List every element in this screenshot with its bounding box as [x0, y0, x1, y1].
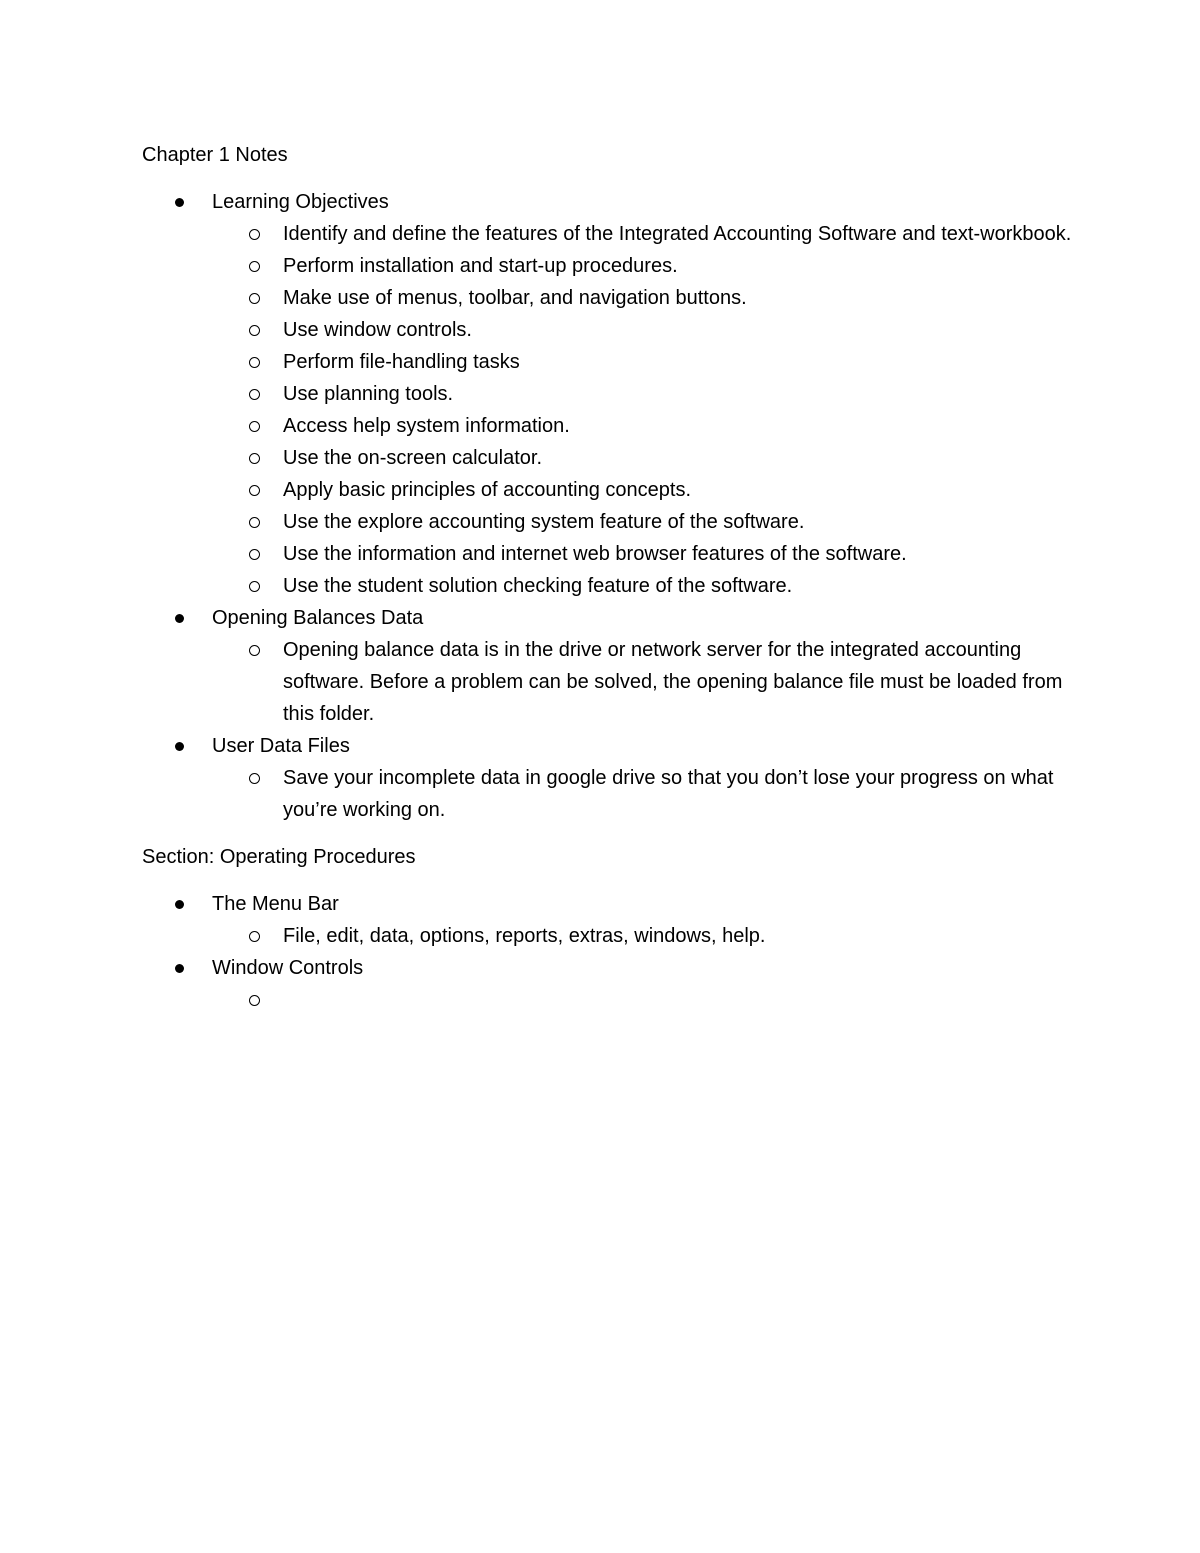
sub-bullet-text: Use planning tools. [283, 383, 454, 405]
sub-bullet-list [212, 920, 1072, 952]
sub-bullet-item [142, 538, 1072, 570]
bullet-dot-icon [175, 198, 184, 207]
bullet-item-label: Window Controls [212, 957, 364, 979]
sub-bullet-item [142, 250, 1072, 282]
sub-bullet-text: Use the explore accounting system feature of the software. [283, 511, 805, 533]
sub-bullet-item [142, 282, 1072, 314]
hollow-circle-bullet-icon [249, 325, 260, 336]
sub-bullet-text: Use the information and internet web browser features of the software. [283, 543, 907, 565]
hollow-circle-bullet-icon [249, 931, 260, 942]
section-heading: Section: Operating Procedures [142, 846, 416, 868]
sub-bullet-text: Save your incomplete data in google drive so that you don’t lose your progress on what you’re working on. [283, 767, 1054, 821]
bullet-item-label: The Menu Bar [212, 893, 339, 915]
hollow-circle-bullet-icon [249, 229, 260, 240]
hollow-circle-bullet-icon [249, 485, 260, 496]
sub-bullet-text: Make use of menus, toolbar, and navigation buttons. [283, 287, 747, 309]
bullet-dot-icon [175, 742, 184, 751]
hollow-circle-bullet-icon [249, 581, 260, 592]
hollow-circle-bullet-icon [249, 357, 260, 368]
sub-bullet-item-empty [142, 984, 1072, 1016]
hollow-circle-bullet-icon [249, 421, 260, 432]
bullet-item-opening-balances-data [142, 602, 1072, 730]
sub-bullet-text: Access help system information. [283, 415, 570, 437]
bullet-item-user-data-files [142, 730, 1072, 826]
hollow-circle-bullet-icon [249, 773, 260, 784]
sub-bullet-item [142, 570, 1072, 602]
sub-bullet-item [142, 474, 1072, 506]
hollow-circle-bullet-icon [249, 293, 260, 304]
sub-bullet-text: Identify and define the features of the Integrated Accounting Software and text-workbook. [283, 223, 1072, 245]
bullet-item-label: User Data Files [212, 735, 350, 757]
bullet-item-learning-objectives [142, 186, 1072, 602]
bullet-item-label: Opening Balances Data [212, 607, 424, 629]
sub-bullet-list [212, 762, 1072, 826]
hollow-circle-bullet-icon [249, 549, 260, 560]
hollow-circle-bullet-icon [249, 261, 260, 272]
sub-bullet-text: Perform file-handling tasks [283, 351, 520, 373]
sub-bullet-item [142, 920, 1072, 952]
hollow-circle-bullet-icon [249, 517, 260, 528]
bullet-dot-icon [175, 614, 184, 623]
sub-bullet-text: Perform installation and start-up procedures. [283, 255, 678, 277]
bullet-item-window-controls [142, 952, 1072, 1016]
bullet-dot-icon [175, 900, 184, 909]
sub-bullet-item [142, 218, 1072, 250]
sub-bullet-item [142, 634, 1072, 730]
sub-bullet-text: Use the on-screen calculator. [283, 447, 543, 469]
hollow-circle-bullet-icon [249, 995, 260, 1006]
hollow-circle-bullet-icon [249, 645, 260, 656]
sub-bullet-text: Use window controls. [283, 319, 472, 341]
sub-bullet-item [142, 506, 1072, 538]
section-bullet-list [142, 888, 1072, 1016]
sub-bullet-item [142, 378, 1072, 410]
sub-bullet-item [142, 442, 1072, 474]
hollow-circle-bullet-icon [249, 453, 260, 464]
sub-bullet-item [142, 762, 1072, 826]
hollow-circle-bullet-icon [249, 389, 260, 400]
document-body [142, 138, 1072, 1016]
sub-bullet-text: Apply basic principles of accounting concepts. [283, 479, 692, 501]
sub-bullet-list [212, 218, 1072, 602]
sub-bullet-text: Opening balance data is in the drive or network server for the integrated accounting software. Before a problem can be solved, the opening balance file must be loaded from this folder. [283, 639, 1063, 725]
sub-bullet-item [142, 346, 1072, 378]
chapter-bullet-list [142, 186, 1072, 826]
sub-bullet-item [142, 410, 1072, 442]
sub-bullet-text: File, edit, data, options, reports, extras, windows, help. [283, 925, 766, 947]
sub-bullet-item [142, 314, 1072, 346]
sub-bullet-list [212, 634, 1072, 730]
chapter-heading: Chapter 1 Notes [142, 144, 288, 166]
bullet-dot-icon [175, 964, 184, 973]
bullet-item-label: Learning Objectives [212, 191, 389, 213]
sub-bullet-list [212, 984, 1072, 1016]
sub-bullet-text: Use the student solution checking feature of the software. [283, 575, 793, 597]
bullet-item-menu-bar [142, 888, 1072, 952]
